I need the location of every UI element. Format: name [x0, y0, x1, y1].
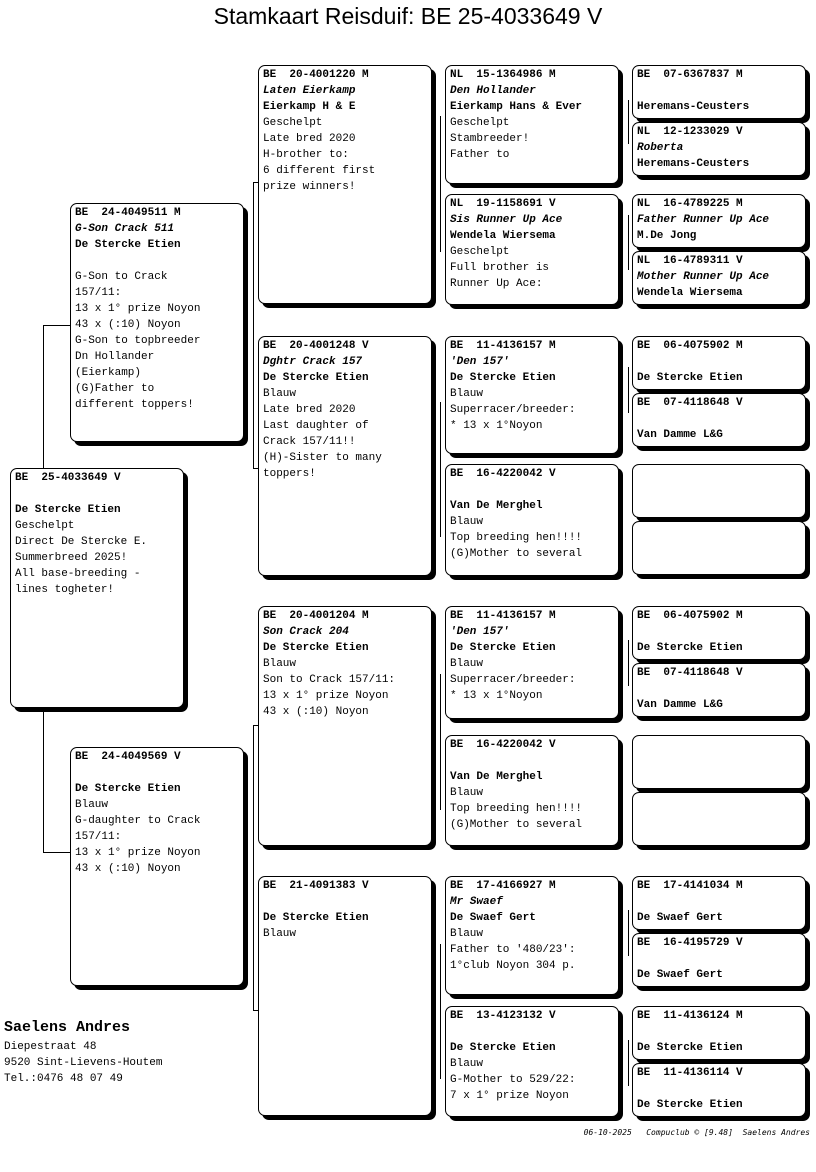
card-line: BE 07-4118648 V [637, 667, 743, 679]
card-line: All base-breeding - [15, 568, 141, 580]
connector-line [440, 944, 441, 1079]
card-line: Geschelpt [263, 117, 323, 129]
card-line: Wendela Wiersema [450, 230, 556, 242]
card-line: Wendela Wiersema [637, 287, 743, 299]
card-line: BE 16-4220042 V [450, 468, 556, 480]
connector-line [628, 215, 629, 270]
card-line: Blauw [450, 388, 484, 400]
card-line: Stambreeder! [450, 133, 530, 145]
card-line: (Eierkamp) [75, 367, 142, 379]
card-line: BE 20-4001220 M [263, 69, 369, 81]
pigeon-card-gen5-9[interactable] [632, 606, 806, 660]
card-line: * 13 x 1°Noyon [450, 420, 543, 432]
card-line: Son to Crack 157/11: [263, 674, 396, 686]
card-line: toppers! [263, 468, 316, 480]
card-line: Geschelpt [450, 246, 510, 258]
card-line: different toppers! [75, 399, 194, 411]
card-line: G-Son to topbreeder [75, 335, 201, 347]
card-line: Late bred 2020 [263, 133, 356, 145]
connector-line [628, 640, 629, 686]
card-line [637, 354, 805, 370]
card-line: BE 25-4033649 V [15, 472, 121, 484]
card-line [637, 1024, 805, 1040]
card-line: BE 11-4136114 V [637, 1067, 743, 1079]
connector-line [628, 100, 629, 144]
card-line: De Stercke Etien [263, 912, 369, 924]
pigeon-card-subject[interactable] [10, 468, 184, 708]
card-line: G-Son Crack 511 [75, 223, 175, 235]
card-line: Father to [450, 149, 510, 161]
card-line: BE 24-4049569 V [75, 751, 181, 763]
card-line: De Stercke Etien [637, 372, 743, 384]
card-line: De Stercke Etien [450, 1042, 556, 1054]
card-line: Geschelpt [450, 117, 510, 129]
card-line: G-daughter to Crack [75, 815, 201, 827]
card-line: 6 different first [263, 165, 376, 177]
card-line: De Swaef Gert [637, 969, 723, 981]
pigeon-card-dam-sire[interactable] [258, 606, 432, 846]
pigeon-card-ds-dam[interactable] [445, 735, 619, 846]
card-line: * 13 x 1°Noyon [450, 690, 543, 702]
card-line: BE 16-4220042 V [450, 739, 556, 751]
card-line [450, 1024, 618, 1040]
connector-line [628, 1040, 629, 1086]
pigeon-card-gen5-6[interactable] [632, 393, 806, 447]
card-line: 'Den 157' [450, 626, 510, 638]
card-line: Dn Hollander [75, 351, 155, 363]
connector-line [253, 182, 254, 468]
card-line: 43 x (:10) Noyon [75, 863, 181, 875]
pigeon-card-sire-dam[interactable] [258, 336, 432, 576]
pigeon-card-gen5-7[interactable] [632, 464, 806, 518]
card-line: prize winners! [263, 181, 356, 193]
card-line: De Stercke Etien [637, 1099, 743, 1111]
card-line: De Stercke Etien [450, 642, 556, 654]
card-line: BE 13-4123132 V [450, 1010, 556, 1022]
pigeon-card-sd-sire[interactable] [445, 336, 619, 454]
card-line: NL 16-4789311 V [637, 255, 743, 267]
pigeon-card-gen5-8[interactable] [632, 521, 806, 575]
connector-line [440, 116, 441, 252]
card-line: Top breeding hen!!!! [450, 532, 583, 544]
card-line: BE 11-4136157 M [450, 340, 556, 352]
card-line: 157/11: [75, 287, 122, 299]
card-line: Eierkamp Hans & Ever [450, 101, 583, 113]
pigeon-card-gen5-1[interactable] [632, 65, 806, 119]
card-line: Dghtr Crack 157 [263, 356, 363, 368]
pigeon-card-gen5-15[interactable] [632, 1006, 806, 1060]
card-line: BE 24-4049511 M [75, 207, 181, 219]
card-line: NL 19-1158691 V [450, 198, 556, 210]
owner-city: 9520 Sint-Lievens-Houtem [4, 1057, 163, 1069]
card-line: Full brother is [450, 262, 550, 274]
card-line: BE 06-4075902 M [637, 340, 743, 352]
card-line: Direct De Stercke E. [15, 536, 148, 548]
card-line: De Stercke Etien [263, 642, 369, 654]
card-line: Crack 157/11!! [263, 436, 356, 448]
card-line: Runner Up Ace: [450, 278, 543, 290]
card-line: Blauw [450, 1058, 484, 1070]
card-line: BE 07-6367837 M [637, 69, 743, 81]
card-line: Den Hollander [450, 85, 536, 97]
connector-line [253, 725, 254, 1010]
card-line: BE 20-4001248 V [263, 340, 369, 352]
card-line: Blauw [450, 658, 484, 670]
card-line: 'Den 157' [450, 356, 510, 368]
pigeon-card-dd-dam[interactable] [445, 1006, 619, 1117]
card-line: 1°club Noyon 304 p. [450, 960, 576, 972]
card-line: Sis Runner Up Ace [450, 214, 563, 226]
card-line: 157/11: [75, 831, 122, 843]
card-line: De Stercke Etien [450, 372, 556, 384]
pigeon-card-dam[interactable] [70, 747, 244, 986]
connector-line [43, 852, 70, 853]
card-line: (G)Mother to several [450, 819, 583, 831]
card-line: Van Damme L&G [637, 429, 723, 441]
card-line: 43 x (:10) Noyon [263, 706, 369, 718]
card-line: Geschelpt [15, 520, 75, 532]
card-line: De Stercke Etien [75, 783, 181, 795]
card-line: Superracer/breeder: [450, 404, 576, 416]
card-line [15, 486, 183, 502]
card-line: Mother Runner Up Ace [637, 271, 770, 283]
card-line: Heremans-Ceusters [637, 101, 750, 113]
card-line [450, 753, 618, 769]
connector-line [440, 402, 441, 537]
card-line: Blauw [450, 516, 484, 528]
pigeon-card-sire-sire[interactable] [258, 65, 432, 304]
card-line [263, 894, 431, 910]
card-line: De Stercke Etien [637, 1042, 743, 1054]
card-line: (G)Mother to several [450, 548, 583, 560]
pigeon-card-gen5-10[interactable] [632, 663, 806, 717]
pigeon-card-gen5-4[interactable] [632, 251, 806, 305]
card-line [637, 624, 805, 640]
card-line: 13 x 1° prize Noyon [75, 847, 201, 859]
card-line: Father Runner Up Ace [637, 214, 770, 226]
card-line: G-Mother to 529/22: [450, 1074, 576, 1086]
card-line: Laten Eierkamp [263, 85, 356, 97]
pigeon-card-ss-sire[interactable] [445, 65, 619, 184]
card-line: BE 21-4091383 V [263, 880, 369, 892]
card-line: 43 x (:10) Noyon [75, 319, 181, 331]
pigeon-card-gen5-12[interactable] [632, 792, 806, 846]
card-line: NL 15-1364986 M [450, 69, 556, 81]
card-line: G-Son to Crack [75, 271, 168, 283]
card-line: H-brother to: [263, 149, 349, 161]
card-line: Van De Merghel [450, 500, 543, 512]
card-line: De Stercke Etien [75, 239, 181, 251]
card-line [637, 894, 805, 910]
card-line [637, 411, 805, 427]
connector-line [43, 325, 70, 326]
card-line: De Stercke Etien [263, 372, 369, 384]
pigeon-card-sire[interactable] [70, 203, 244, 442]
card-line: Roberta [637, 142, 684, 154]
card-line: Father to '480/23': [450, 944, 576, 956]
pigeon-card-gen5-5[interactable] [632, 336, 806, 390]
pigeon-card-gen5-3[interactable] [632, 194, 806, 248]
card-line: BE 06-4075902 M [637, 610, 743, 622]
card-line: BE 16-4195729 V [637, 937, 743, 949]
card-line: BE 17-4141034 M [637, 880, 743, 892]
card-line: (G)Father to [75, 383, 155, 395]
card-line: BE 17-4166927 M [450, 880, 556, 892]
card-line: Son Crack 204 [263, 626, 349, 638]
page-title: Stamkaart Reisduif: BE 25-4033649 V [213, 3, 603, 29]
card-line: Last daughter of [263, 420, 369, 432]
pigeon-card-ds-sire[interactable] [445, 606, 619, 719]
card-line: Late bred 2020 [263, 404, 356, 416]
card-line: BE 11-4136157 M [450, 610, 556, 622]
card-line: M.De Jong [637, 230, 697, 242]
card-line [75, 253, 243, 269]
card-line: Eierkamp H & E [263, 101, 356, 113]
pigeon-card-gen5-14[interactable] [632, 933, 806, 987]
card-line [637, 83, 805, 99]
card-line: Blauw [450, 787, 484, 799]
connector-line [628, 367, 629, 413]
card-line: NL 16-4789225 M [637, 198, 743, 210]
card-line [637, 951, 805, 967]
card-line: Summerbreed 2025! [15, 552, 128, 564]
card-line: BE 20-4001204 M [263, 610, 369, 622]
card-line: BE 07-4118648 V [637, 397, 743, 409]
card-line: 13 x 1° prize Noyon [263, 690, 389, 702]
card-line [450, 482, 618, 498]
card-line: De Stercke Etien [637, 642, 743, 654]
pigeon-card-dam-dam[interactable] [258, 876, 432, 1116]
card-line: Blauw [75, 799, 109, 811]
owner-phone: Tel.:0476 48 07 49 [4, 1073, 123, 1085]
pigeon-card-sd-dam[interactable] [445, 464, 619, 576]
pigeon-card-gen5-2[interactable] [632, 122, 806, 176]
connector-line [440, 674, 441, 810]
pigeon-card-ss-dam[interactable] [445, 194, 619, 305]
card-line: Van Damme L&G [637, 699, 723, 711]
pigeon-card-gen5-13[interactable] [632, 876, 806, 930]
card-line: Mr Swaef [450, 896, 503, 908]
card-line: 13 x 1° prize Noyon [75, 303, 201, 315]
card-line [75, 765, 243, 781]
card-line: Van De Merghel [450, 771, 543, 783]
card-line: Top breeding hen!!!! [450, 803, 583, 815]
connector-line [628, 910, 629, 956]
card-line: Blauw [263, 658, 297, 670]
owner-name: Saelens Andres [4, 1019, 131, 1036]
pigeon-card-dd-sire[interactable] [445, 876, 619, 995]
card-line [637, 1081, 805, 1097]
card-line: Heremans-Ceusters [637, 158, 750, 170]
card-line: Superracer/breeder: [450, 674, 576, 686]
card-line: Blauw [263, 388, 297, 400]
owner-block [4, 1018, 162, 1087]
card-line: (H)-Sister to many [263, 452, 382, 464]
card-line: NL 12-1233029 V [637, 126, 743, 138]
card-line: De Stercke Etien [15, 504, 121, 516]
card-line: Blauw [263, 928, 297, 940]
card-line: De Swaef Gert [450, 912, 536, 924]
owner-street: Diepestraat 48 [4, 1041, 97, 1053]
card-line [637, 681, 805, 697]
card-line: lines togheter! [15, 584, 115, 596]
card-line: De Swaef Gert [637, 912, 723, 924]
pigeon-card-gen5-16[interactable] [632, 1063, 806, 1117]
card-line: BE 11-4136124 M [637, 1010, 743, 1022]
card-line: 7 x 1° prize Noyon [450, 1090, 569, 1102]
footer-note: 06-10-2025 Compuclub © [9.48] Saelens Andres [583, 1128, 810, 1137]
card-line: Blauw [450, 928, 484, 940]
pigeon-card-gen5-11[interactable] [632, 735, 806, 789]
